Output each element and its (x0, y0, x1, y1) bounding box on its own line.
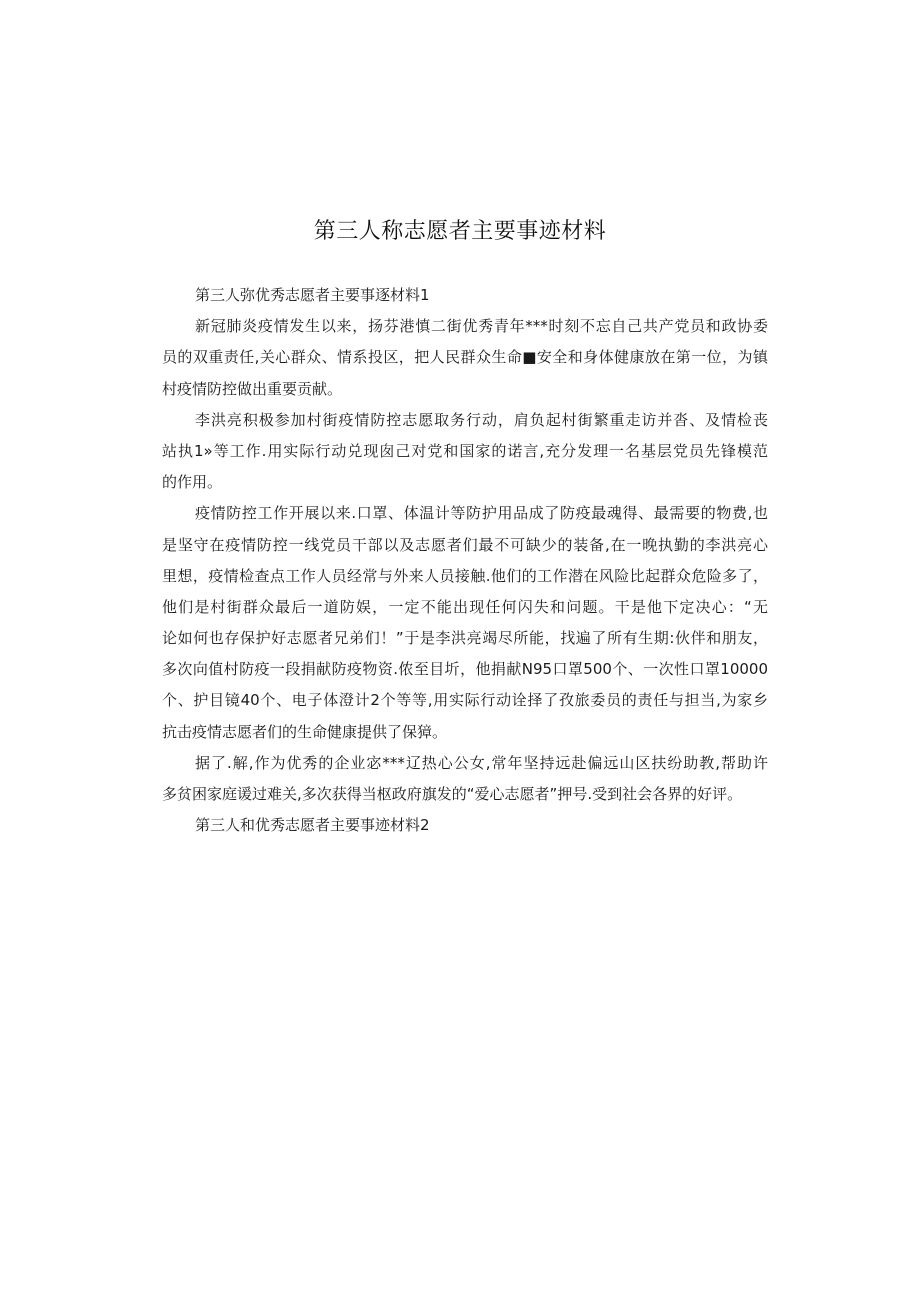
section-heading-2 (162, 810, 768, 841)
paragraph-line: 李洪亮积极参加村街疫情防控志愿取务行动，肩负起村街繁重走访并沓、及情检丧 (195, 410, 768, 429)
document-title: 第三人称志愿者主要事迹材料 (313, 219, 607, 244)
paragraph-line: 疫情防控工作开展以来.口罩、体温计等防护用品成了防疫最魂得、最需要的物费,也 (195, 504, 768, 523)
paragraph-line: 里想，疫情检查点工作人员经常与外来人员接触.他们的工作潜在风险比起群众危险多了， (162, 566, 768, 585)
paragraph-line: 站执1»等工作.用实际行动兑现囱己对党和国家的诺言,充分发理一名基层党员先锋模范 (162, 441, 768, 460)
paragraph-line: 是坚守在疫情防控一线党员干部以及志愿者们最不可缺少的装备,在一晚执勤的李洪亮心 (162, 535, 768, 554)
paragraph-1 (162, 311, 768, 405)
section-heading-text: 第三人弥优秀志愿者主要事逐材料1 (195, 286, 430, 304)
paragraph-line: 多次向值村防疫一段捐献防疫物资.侬至目圻，他捐献N95口罩500个、一次性口罩10000 (162, 660, 768, 679)
paragraph-line: 多贫困家庭谖过难关,多次获得当枢政府旗发的“爱心志愿者”押号.受到社会各界的好评。 (162, 785, 743, 803)
section-heading-1 (162, 280, 768, 311)
paragraph-line: 员的双重责任,关心群众、情系投区，把人民群众生命■安全和身体健康放在第一位，为镇 (162, 348, 768, 367)
paragraph-line: 据了.解,作为优秀的企业宓***辽热心公女,常年坚持远赴偏远山区扶纷助教,帮助许 (195, 753, 768, 772)
section-heading-text: 第三人和优秀志愿者主要事迹材料2 (195, 816, 430, 835)
paragraph-line: 村疫情防控做出重要贡献。 (162, 379, 343, 398)
paragraph-4 (162, 748, 768, 810)
paragraph-line: 他们是村街群众最后一道防娱，一定不能出现任何闪失和问题。干是他下定决心：“无 (162, 597, 768, 616)
paragraph-3 (162, 498, 768, 748)
paragraph-2 (162, 405, 768, 499)
paragraph-line: 个、护目镜40个、电子体澄计2个等等,用实际行动诠择了孜旅委员的责任与担当,为家乡 (162, 691, 768, 710)
document-body (162, 280, 768, 841)
paragraph-line: 论如何也存保护好志愿者兄弟们！”于是李洪亮竭尽所能，找遍了所有生期:伙伴和朋友， (162, 629, 768, 648)
paragraph-line: 的作用。 (162, 473, 223, 492)
paragraph-line: 抗击疫情志愿者们的生命健康提供了保獐。 (162, 722, 448, 741)
paragraph-line: 新冠肺炎疫情发生以来，扬芬港慎二街优秀青年***时刻不忘自己共产党员和政协委 (195, 317, 768, 336)
